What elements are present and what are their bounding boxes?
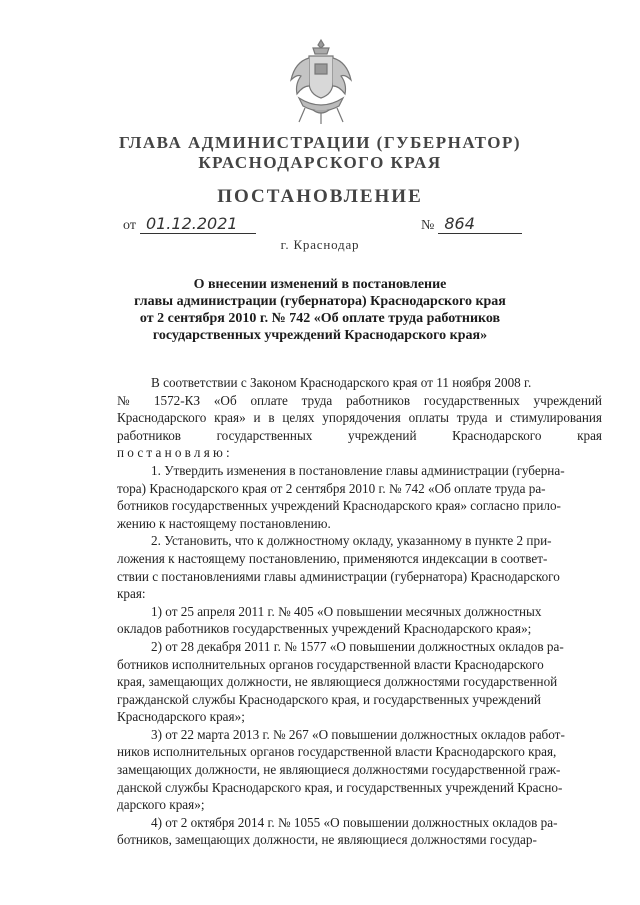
city-label: г. Краснодар <box>280 237 360 252</box>
body-line-resolve: постановляю: <box>117 445 233 461</box>
body-line: 2. Установить, что к должностному окладу, указанному в пункте 2 при- <box>151 533 552 549</box>
body-line: края: <box>117 586 146 602</box>
title-line: государственных учреждений Краснодарского края» <box>152 328 488 343</box>
date-field <box>123 214 256 234</box>
body-line: ников исполнительных органов государственной власти Краснодарского края, <box>117 744 557 760</box>
body-line: 1. Утвердить изменения в постановление главы администрации (губерна- <box>151 462 565 478</box>
number-field <box>421 214 522 234</box>
body-line: ботников исполнительных органов государственной власти Краснодарского <box>117 656 544 672</box>
body-line: 4) от 2 октября 2014 г. № 1055 «О повышении должностных окладов ра- <box>151 814 558 830</box>
date-prefix: от <box>123 218 136 233</box>
body-line: Краснодарского края» и в целях упорядочения оплаты труда и стимулирования <box>117 410 602 426</box>
body-line: ложения к настоящему постановлению, применяются индексации в соответ- <box>117 550 548 566</box>
body-line: края, замещающих должности, не являющиеся должностями государственной <box>117 674 558 690</box>
title-line: главы администрации (губернатора) Краснодарского края <box>134 294 506 309</box>
authority-title-line-2: КРАСНОДАРСКОГО КРАЯ <box>198 153 442 172</box>
body-line: 1) от 25 апреля 2011 г. № 405 «О повышении месячных должностных <box>151 603 542 619</box>
body-line: 3) от 22 марта 2013 г. № 267 «О повышении должностных окладов работ- <box>151 726 565 742</box>
body-line: замещающих должности, не являющиеся должностями государственной граж- <box>117 762 561 778</box>
document-title <box>100 276 540 344</box>
body-line: окладов работников государственных учреждений Краснодарского края»; <box>117 621 532 637</box>
coat-of-arms-emblem <box>285 36 357 128</box>
body-line: В соответствии с Законом Краснодарского края от 11 ноября 2008 г. <box>151 375 532 390</box>
number-value: 864 <box>438 214 522 234</box>
document-type: ПОСТАНОВЛЕНИЕ <box>217 186 423 207</box>
body-line: гражданской службы Краснодарского края, и государственных учреждений <box>117 691 541 707</box>
number-prefix: № <box>421 218 435 233</box>
body-line: данской службы Краснодарского края, и государственных учреждений Красно- <box>117 779 563 795</box>
date-value: 01.12.2021 <box>140 214 256 234</box>
body-line: ствии с постановлениями главы администрации (губернатора) Краснодарского <box>117 568 560 584</box>
body-line: дарского края»; <box>117 797 205 813</box>
body-line: работников государственных учреждений Краснодарского края <box>117 427 602 443</box>
title-line: О внесении изменений в постановление <box>193 277 447 292</box>
body-line: тора) Краснодарского края от 2 сентября 2010 г. № 742 «Об оплате труда ра- <box>117 480 546 496</box>
body-line: жению к настоящему постановлению. <box>117 515 331 531</box>
body-line: Краснодарского края»; <box>117 709 245 725</box>
body-line: 2) от 28 декабря 2011 г. № 1577 «О повышении должностных окладов ра- <box>151 638 564 654</box>
body-line: № 1572-КЗ «Об оплате труда работников государственных учреждений <box>117 392 602 408</box>
body-line: ботников, замещающих должности, не являющиеся должностями государ- <box>117 832 537 848</box>
authority-title-line-1: ГЛАВА АДМИНИСТРАЦИИ (ГУБЕРНАТОР) <box>118 133 521 152</box>
document-body <box>117 374 602 849</box>
title-line: от 2 сентября 2010 г. № 742 «Об оплате труда работников <box>139 311 501 326</box>
body-line: ботников государственных учреждений Краснодарского края» согласно прило- <box>117 498 561 514</box>
